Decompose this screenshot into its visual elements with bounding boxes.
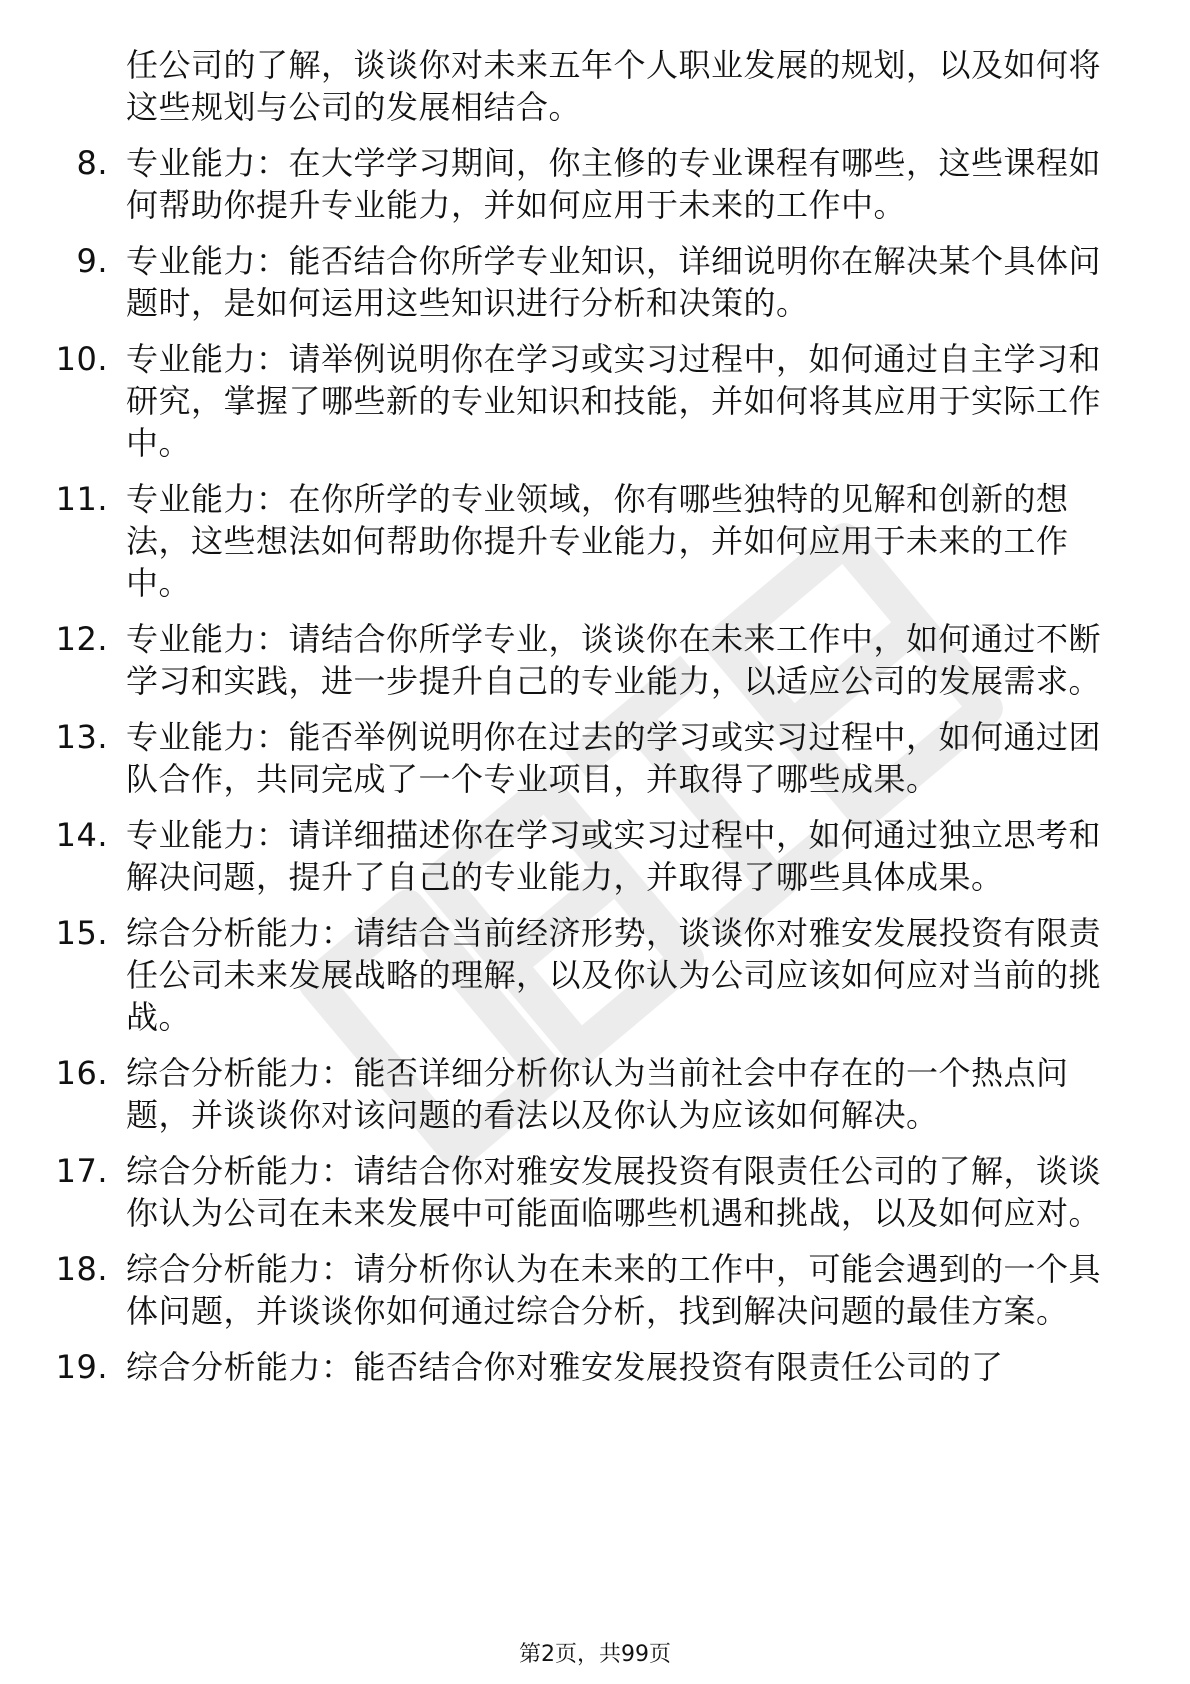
item-number: 14. [55, 816, 108, 854]
item-number: 8. [76, 144, 108, 182]
item-text: 综合分析能力：能否结合你对雅安发展投资有限责任公司的了 [126, 1348, 1004, 1386]
list-item [0, 142, 1190, 226]
item-number: 18. [55, 1250, 108, 1288]
item-number: 11. [55, 480, 108, 518]
item-number: 17. [55, 1152, 108, 1190]
item-text: 专业能力：能否结合你所学专业知识，详细说明你在解决某个具体问题时，是如何运用这些知识进行分析和决策的。 [126, 242, 1102, 322]
item-number: 9. [76, 242, 108, 280]
item-text: 综合分析能力：请结合当前经济形势，谈谈你对雅安发展投资有限责任公司未来发展战略的理解，以及你认为公司应该如何应对当前的挑战。 [126, 914, 1102, 1036]
item-number: 16. [55, 1054, 108, 1092]
list-item [0, 478, 1190, 604]
list-item [0, 44, 1190, 128]
item-text: 专业能力：请举例说明你在学习或实习过程中，如何通过自主学习和研究，掌握了哪些新的专业知识和技能，并如何将其应用于实际工作中。 [126, 340, 1102, 462]
list-item [0, 338, 1190, 464]
item-text: 专业能力：请详细描述你在学习或实习过程中，如何通过独立思考和解决问题，提升了自己的专业能力，并取得了哪些具体成果。 [126, 816, 1102, 896]
item-text: 专业能力：能否举例说明你在过去的学习或实习过程中，如何通过团队合作，共同完成了一个专业项目，并取得了哪些成果。 [126, 718, 1102, 798]
list-item [0, 1248, 1190, 1332]
list-item [0, 240, 1190, 324]
item-text: 专业能力：在大学学习期间，你主修的专业课程有哪些，这些课程如何帮助你提升专业能力，并如何应用于未来的工作中。 [126, 144, 1102, 224]
item-text: 任公司的了解，谈谈你对未来五年个人职业发展的规划，以及如何将这些规划与公司的发展相结合。 [126, 46, 1102, 126]
list-item [0, 618, 1190, 702]
list-item [0, 716, 1190, 800]
item-text: 综合分析能力：请分析你认为在未来的工作中，可能会遇到的一个具体问题，并谈谈你如何通过综合分析，找到解决问题的最佳方案。 [126, 1250, 1102, 1330]
list-item [0, 1150, 1190, 1234]
item-text: 专业能力：在你所学的专业领域，你有哪些独特的见解和创新的想法，这些想法如何帮助你提升专业能力，并如何应用于未来的工作中。 [126, 480, 1069, 602]
item-number: 12. [55, 620, 108, 658]
page-footer: 第2页，共99页 [519, 1642, 671, 1667]
item-number: 15. [55, 914, 108, 952]
list-item [0, 912, 1190, 1038]
question-list [0, 44, 1190, 1402]
item-number: 13. [55, 718, 108, 756]
item-text: 综合分析能力：能否详细分析你认为当前社会中存在的一个热点问题，并谈谈你对该问题的看法以及你认为应该如何解决。 [126, 1054, 1069, 1134]
list-item [0, 814, 1190, 898]
list-item [0, 1052, 1190, 1136]
list-item [0, 1346, 1190, 1388]
item-text: 专业能力：请结合你所学专业，谈谈你在未来工作中，如何通过不断学习和实践，进一步提升自己的专业能力，以适应公司的发展需求。 [126, 620, 1102, 700]
item-number: 19. [55, 1348, 108, 1386]
item-text: 综合分析能力：请结合你对雅安发展投资有限责任公司的了解，谈谈你认为公司在未来发展中可能面临哪些机遇和挑战，以及如何应对。 [126, 1152, 1102, 1232]
item-number: 10. [55, 340, 108, 378]
